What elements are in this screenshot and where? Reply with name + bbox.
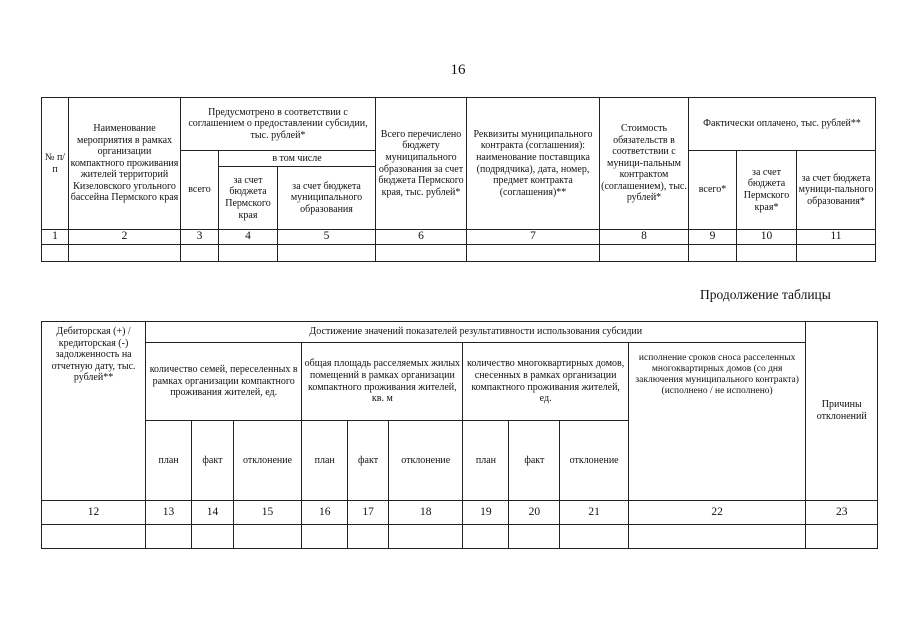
column-number: 2 — [69, 230, 181, 245]
header-actually-paid: Фактически оплачено, тыс. рублей** — [689, 98, 876, 151]
header-contract-cost: Стоимость обязательств в соответствии с муници-пальным контрактом (соглашением), тыс. рублей* — [600, 98, 689, 230]
empty-cell — [233, 525, 301, 549]
column-number: 22 — [628, 501, 806, 525]
header-demolished-houses: количество многоквартирных домов, снесенных в рамках организации компактного проживания жителей, ед. — [463, 343, 628, 421]
header-families-resettled: количество семей, переселенных в рамках организации компактного проживания жителей, ед. — [146, 343, 302, 421]
header-event-name: Наименование мероприятия в рамках организации компактного проживания жителей территорий Кизеловского угольного бассейна Пермского края — [69, 98, 181, 230]
empty-cell — [302, 525, 348, 549]
header-fact: факт — [192, 421, 234, 501]
header-including: в том числе — [219, 151, 376, 167]
empty-cell — [219, 245, 278, 262]
empty-cell — [192, 525, 234, 549]
column-number: 6 — [376, 230, 467, 245]
empty-cell — [467, 245, 600, 262]
empty-cell — [797, 245, 876, 262]
header-deviation: отклонение — [388, 421, 463, 501]
column-number: 12 — [42, 501, 146, 525]
empty-cell — [146, 525, 192, 549]
column-number: 5 — [278, 230, 376, 245]
empty-cell — [42, 525, 146, 549]
header-fact: факт — [509, 421, 560, 501]
empty-cell — [69, 245, 181, 262]
empty-cell — [376, 245, 467, 262]
empty-cell — [806, 525, 878, 549]
column-number: 20 — [509, 501, 560, 525]
column-number: 15 — [233, 501, 301, 525]
column-number: 4 — [219, 230, 278, 245]
empty-cell — [560, 525, 628, 549]
header-row-number: № п/п — [42, 98, 69, 230]
header-plan: план — [146, 421, 192, 501]
empty-data-row — [42, 245, 876, 262]
header-contract-details: Реквизиты муниципального контракта (соглашения): наименование поставщика (подрядчика), дата, номер, предмет контракта (соглашения)** — [467, 98, 600, 230]
header-demolition-deadlines: исполнение сроков сноса расселенных многоквартирных домов (со дня заключения муниципального контракта) (исполнено / не исполнено) — [628, 343, 806, 501]
header-deviation: отклонение — [233, 421, 301, 501]
empty-cell — [463, 525, 509, 549]
column-number: 14 — [192, 501, 234, 525]
subsidy-report-table — [41, 97, 876, 262]
column-number: 21 — [560, 501, 628, 525]
continuation-title: Продолжение таблицы — [700, 287, 831, 302]
header-deviation-reasons: Причины отклонений — [806, 322, 878, 501]
column-number: 16 — [302, 501, 348, 525]
column-numbers-row — [42, 501, 878, 525]
header-plan: план — [463, 421, 509, 501]
column-number: 8 — [600, 230, 689, 245]
empty-cell — [348, 525, 389, 549]
page-number: 16 — [450, 62, 466, 78]
column-number: 23 — [806, 501, 878, 525]
column-number: 17 — [348, 501, 389, 525]
column-number: 10 — [737, 230, 797, 245]
header-deviation: отклонение — [560, 421, 628, 501]
header-receivables-payables: Дебиторская (+) / кредиторская (-) задолженность на отчетную дату, тыс. рублей** — [42, 322, 146, 501]
column-number: 19 — [463, 501, 509, 525]
empty-cell — [181, 245, 219, 262]
header-planned-region: за счет бюджета Пермского края — [219, 167, 278, 230]
header-paid-total: всего* — [689, 151, 737, 230]
column-number: 18 — [388, 501, 463, 525]
column-number: 9 — [689, 230, 737, 245]
empty-cell — [600, 245, 689, 262]
header-planned-total: всего — [181, 151, 219, 230]
column-number: 3 — [181, 230, 219, 245]
column-numbers-row — [42, 230, 876, 245]
header-plan: план — [302, 421, 348, 501]
column-number: 7 — [467, 230, 600, 245]
empty-cell — [509, 525, 560, 549]
empty-cell — [689, 245, 737, 262]
empty-cell — [388, 525, 463, 549]
empty-cell — [278, 245, 376, 262]
header-living-area: общая площадь расселяемых жилых помещений в рамках организации компактного проживания жителей, кв. м — [302, 343, 463, 421]
header-paid-region: за счет бюджета Пермского края* — [737, 151, 797, 230]
empty-data-row — [42, 525, 878, 549]
empty-cell — [628, 525, 806, 549]
header-planned-municipal: за счет бюджета муниципального образования — [278, 167, 376, 230]
column-number: 11 — [797, 230, 876, 245]
empty-cell — [42, 245, 69, 262]
column-number: 1 — [42, 230, 69, 245]
header-planned-subsidy: Предусмотрено в соответствии с соглашением о предоставлении субсидии, тыс. рублей* — [181, 98, 376, 151]
header-achievement: Достижение значений показателей результативности использования субсидии — [146, 322, 806, 343]
header-fact: факт — [348, 421, 389, 501]
empty-cell — [737, 245, 797, 262]
header-paid-municipal: за счет бюджета муници-пального образования* — [797, 151, 876, 230]
column-number: 13 — [146, 501, 192, 525]
header-transferred: Всего перечислено бюджету муниципального образования за счет бюджета Пермского края, тыс. рублей* — [376, 98, 467, 230]
performance-indicators-table — [41, 321, 878, 549]
